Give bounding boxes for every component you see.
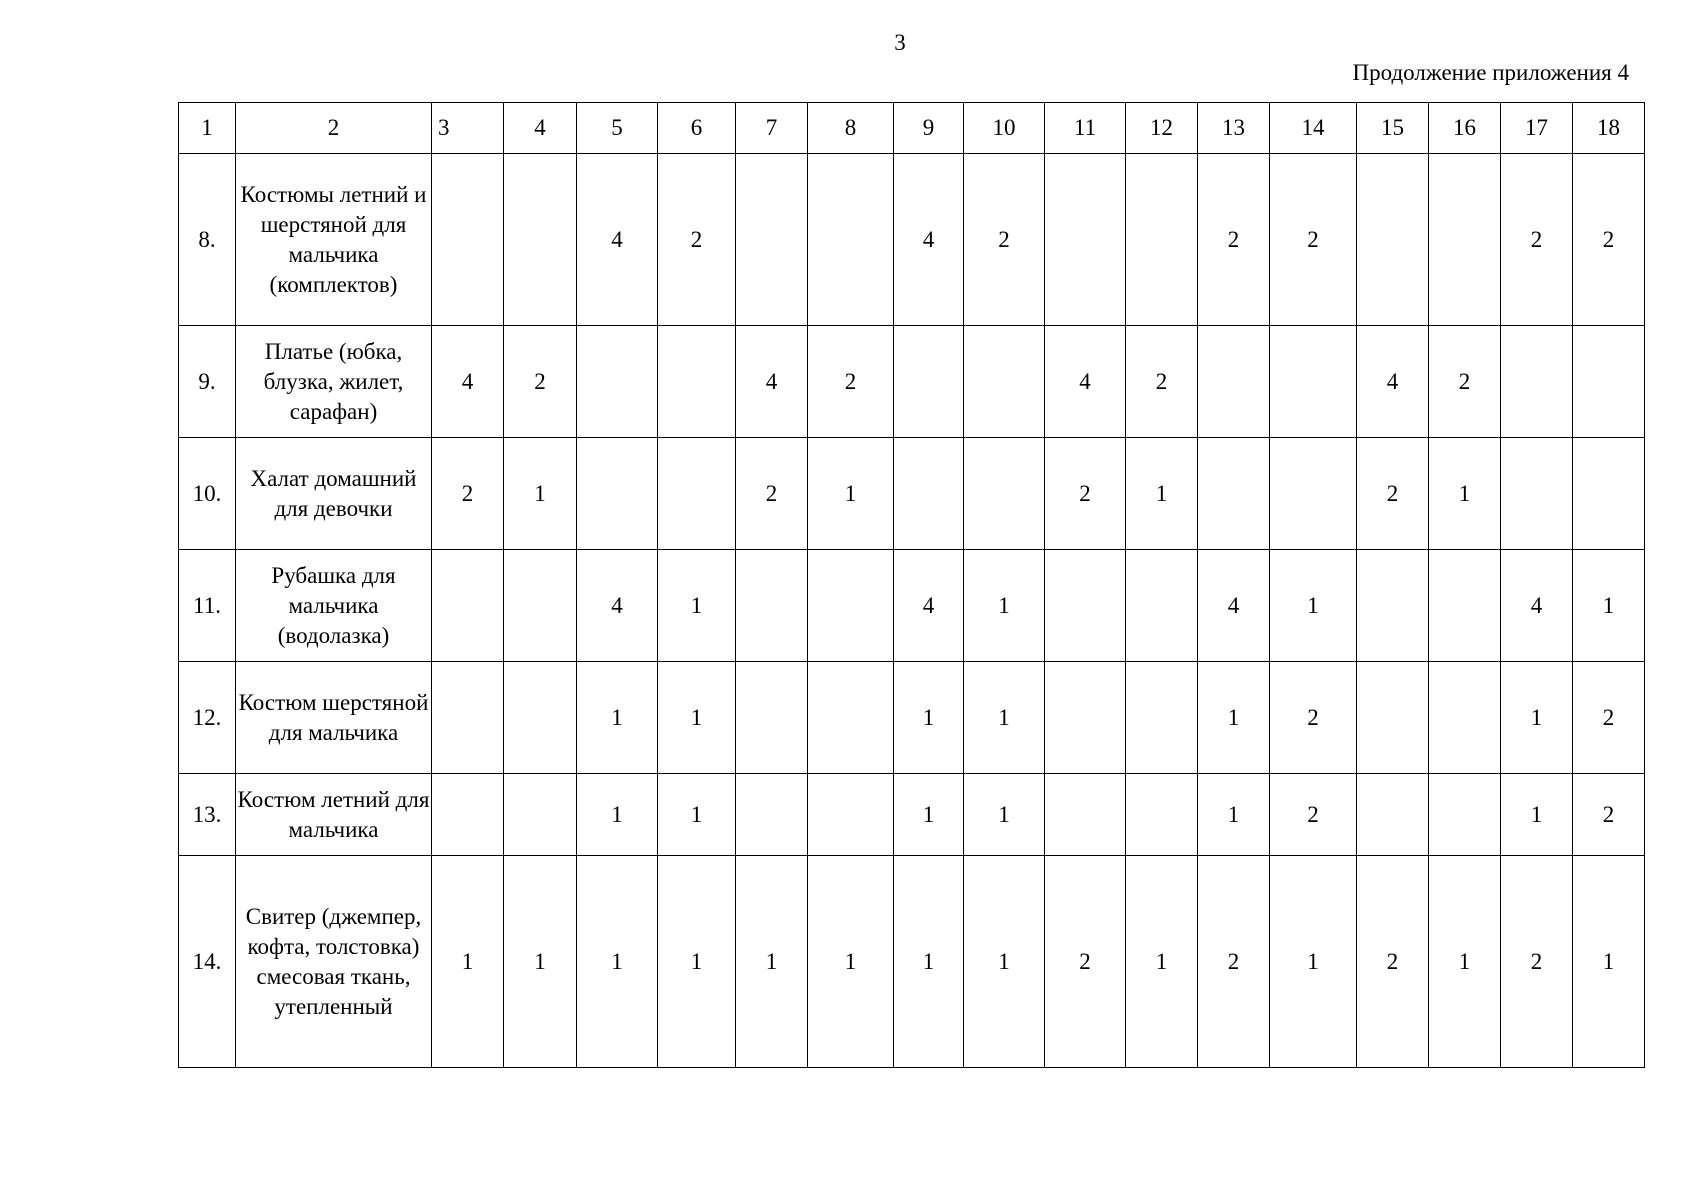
value-cell: 1 [658,856,736,1068]
value-cell: 2 [1126,326,1198,438]
value-cell: 1 [964,856,1045,1068]
item-name: Свитер (джемпер, кофта, толстовка) смесовая ткань, утепленный [236,856,432,1068]
value-cell [894,326,964,438]
value-cell [736,154,808,326]
column-header: 3 [432,103,504,154]
value-cell [1198,438,1270,550]
column-header: 17 [1501,103,1573,154]
value-cell: 1 [504,856,577,1068]
item-name: Халат домашний для девочки [236,438,432,550]
value-cell: 1 [1126,856,1198,1068]
value-cell [1573,438,1645,550]
value-cell [1270,326,1357,438]
value-cell [808,550,894,662]
value-cell [1357,662,1429,774]
row-number: 11. [179,550,236,662]
row-number: 13. [179,774,236,856]
value-cell: 1 [658,774,736,856]
value-cell [1198,326,1270,438]
clothing-norms-table [178,102,1645,1068]
value-cell: 4 [1501,550,1573,662]
column-header: 18 [1573,103,1645,154]
column-header: 2 [236,103,432,154]
item-name: Костюм шерстяной для мальчика [236,662,432,774]
value-cell: 1 [658,662,736,774]
value-cell: 2 [808,326,894,438]
value-cell: 2 [1501,856,1573,1068]
item-name: Рубашка для мальчика (водолазка) [236,550,432,662]
value-cell: 1 [1573,856,1645,1068]
value-cell: 1 [808,856,894,1068]
value-cell [736,774,808,856]
value-cell [894,438,964,550]
table-row [179,662,1645,774]
value-cell: 1 [1126,438,1198,550]
value-cell: 1 [432,856,504,1068]
value-cell [504,550,577,662]
item-name: Платье (юбка, блузка, жилет, сарафан) [236,326,432,438]
value-cell: 2 [432,438,504,550]
value-cell: 2 [1357,438,1429,550]
value-cell: 1 [1270,550,1357,662]
value-cell [658,438,736,550]
value-cell: 1 [658,550,736,662]
table-row [179,856,1645,1068]
value-cell [808,154,894,326]
item-name: Костюмы летний и шерстяной для мальчика (комплектов) [236,154,432,326]
column-header: 13 [1198,103,1270,154]
value-cell [432,662,504,774]
value-cell [432,154,504,326]
column-header: 10 [964,103,1045,154]
value-cell [1045,662,1126,774]
value-cell: 1 [894,856,964,1068]
value-cell: 2 [1198,856,1270,1068]
value-cell: 1 [577,662,658,774]
value-cell [964,326,1045,438]
value-cell: 1 [1429,856,1501,1068]
value-cell [1501,438,1573,550]
value-cell: 2 [1573,154,1645,326]
value-cell [1045,774,1126,856]
value-cell [1429,154,1501,326]
column-header: 14 [1270,103,1357,154]
value-cell [504,662,577,774]
value-cell: 2 [1045,438,1126,550]
column-header: 5 [577,103,658,154]
column-header: 15 [1357,103,1429,154]
column-header: 4 [504,103,577,154]
value-cell [808,774,894,856]
table-row [179,154,1645,326]
value-cell: 1 [1501,774,1573,856]
value-cell: 1 [1429,438,1501,550]
value-cell [1126,154,1198,326]
value-cell: 1 [808,438,894,550]
value-cell: 4 [1357,326,1429,438]
value-cell [808,662,894,774]
value-cell [1573,326,1645,438]
value-cell [577,326,658,438]
value-cell: 1 [577,856,658,1068]
value-cell: 1 [736,856,808,1068]
value-cell [736,662,808,774]
value-cell: 4 [577,154,658,326]
value-cell [1501,326,1573,438]
column-header: 12 [1126,103,1198,154]
value-cell [1126,774,1198,856]
column-header: 1 [179,103,236,154]
value-cell: 2 [504,326,577,438]
column-header: 9 [894,103,964,154]
value-cell: 2 [1198,154,1270,326]
value-cell [504,154,577,326]
value-cell: 2 [1270,774,1357,856]
table-header-row [179,103,1645,154]
row-number: 12. [179,662,236,774]
row-number: 10. [179,438,236,550]
column-header: 11 [1045,103,1126,154]
value-cell: 1 [894,662,964,774]
value-cell: 1 [894,774,964,856]
value-cell: 1 [1573,550,1645,662]
value-cell: 1 [1270,856,1357,1068]
value-cell [1270,438,1357,550]
value-cell: 4 [432,326,504,438]
value-cell: 1 [964,774,1045,856]
value-cell: 1 [964,550,1045,662]
table-body [179,154,1645,1068]
table-row [179,774,1645,856]
value-cell: 1 [504,438,577,550]
table-row [179,326,1645,438]
value-cell [432,774,504,856]
table-row [179,438,1645,550]
value-cell [1357,550,1429,662]
value-cell [1429,550,1501,662]
value-cell: 2 [658,154,736,326]
value-cell: 2 [1429,326,1501,438]
value-cell [1045,550,1126,662]
value-cell: 2 [1501,154,1573,326]
column-header: 16 [1429,103,1501,154]
value-cell: 2 [1573,662,1645,774]
page-number: 3 [894,30,906,55]
value-cell [432,550,504,662]
appendix-continuation-note: Продолжение приложения 4 [1352,60,1629,85]
row-number: 9. [179,326,236,438]
value-cell: 4 [1045,326,1126,438]
value-cell: 2 [1045,856,1126,1068]
value-cell [577,438,658,550]
value-cell: 2 [1270,154,1357,326]
value-cell: 1 [1198,774,1270,856]
row-number: 14. [179,856,236,1068]
value-cell: 4 [736,326,808,438]
value-cell [1429,774,1501,856]
value-cell [964,438,1045,550]
table-row [179,550,1645,662]
value-cell [658,326,736,438]
value-cell: 2 [736,438,808,550]
value-cell [1045,154,1126,326]
value-cell [736,550,808,662]
value-cell [504,774,577,856]
value-cell [1357,154,1429,326]
value-cell [1357,774,1429,856]
value-cell: 4 [894,550,964,662]
value-cell: 2 [964,154,1045,326]
value-cell: 1 [964,662,1045,774]
value-cell: 2 [1357,856,1429,1068]
value-cell: 2 [1573,774,1645,856]
value-cell: 1 [1501,662,1573,774]
value-cell [1126,550,1198,662]
value-cell: 2 [1270,662,1357,774]
column-header: 6 [658,103,736,154]
value-cell: 1 [577,774,658,856]
value-cell: 1 [1198,662,1270,774]
column-header: 7 [736,103,808,154]
value-cell: 4 [577,550,658,662]
value-cell [1429,662,1501,774]
value-cell [1126,662,1198,774]
column-header: 8 [808,103,894,154]
value-cell: 4 [894,154,964,326]
value-cell: 4 [1198,550,1270,662]
row-number: 8. [179,154,236,326]
item-name: Костюм летний для мальчика [236,774,432,856]
